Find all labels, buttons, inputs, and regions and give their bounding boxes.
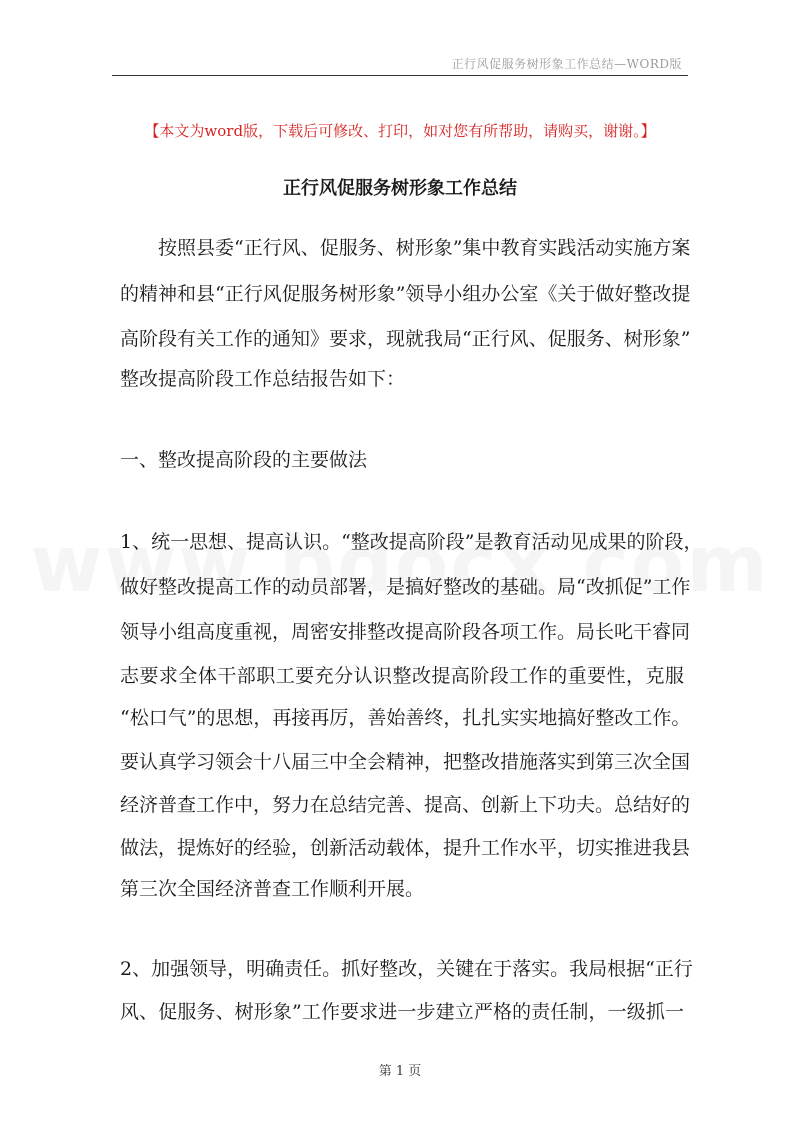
text-line: 志要求全体干部职工要充分认识整改提高阶段工作的重要性，克服 [120,665,684,687]
running-header: 正行风促服务树形象工作总结—WORD版 [451,57,682,71]
document-title: 正行风促服务树形象工作总结 [283,178,517,199]
text-line: “松口气”的思想，再接再厉，善始善终，扎扎实实地搞好整改工作。 [120,707,691,729]
page-number: 第 1 页 [378,1064,422,1079]
text-line: 要认真学习领会十八届三中全会精神，把整改措施落实到第三次全国 [120,751,691,773]
section-heading: 一、整改提高阶段的主要做法 [120,449,368,471]
text-line: 做法，提炼好的经验，创新活动载体，提升工作水平，切实推进我县 [120,837,691,859]
text-line: 整改提高阶段工作总结报告如下： [120,368,406,390]
text-line: 的精神和县“正行风促服务树形象”领导小组办公室《关于做好整改提 [120,283,691,305]
text-line: 第三次全国经济普查工作顺利开展。 [120,878,425,900]
text-line: 风、促服务、树形象”工作要求进一步建立严格的责任制，一级抓一 [120,1001,684,1023]
text-line: 按照县委“正行风、促服务、树形象”集中教育实践活动实施方案 [120,237,691,259]
text-line: 经济普查工作中，努力在总结完善、提高、创新上下功夫。总结好的 [120,794,691,816]
text-line: 1、统一思想、提高认识。“整改提高阶段”是教育活动见成果的阶段， [120,531,703,553]
text-line: 高阶段有关工作的通知》要求，现就我局“正行风、促服务、树形象” [120,328,691,350]
header-rule [112,75,688,76]
text-line: 做好整改提高工作的动员部署，是搞好整改的基础。局“改抓促”工作 [120,576,691,598]
download-notice: 【本文为word版，下载后可修改、打印，如对您有所帮助，请购买，谢谢。】 [144,122,656,140]
text-line: 领导小组高度重视，周密安排整改提高阶段各项工作。局长叱干睿同 [120,621,691,643]
text-line: 2、加强领导，明确责任。抓好整改，关键在于落实。我局根据“正行 [120,958,693,980]
